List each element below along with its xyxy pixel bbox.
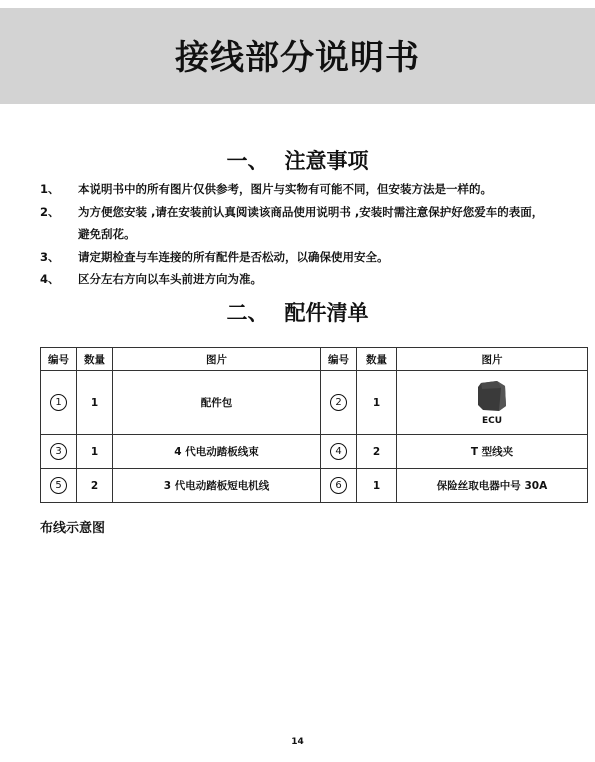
table-row: [41, 435, 588, 469]
page-number: 14: [291, 737, 304, 747]
qty-cell: 1: [77, 371, 113, 435]
qty-cell: 1: [357, 469, 397, 503]
section-heading-parts: [0, 300, 595, 326]
column-header-picture: 图片: [113, 348, 321, 371]
table-header-row: [41, 348, 588, 371]
id-cell: [41, 435, 77, 469]
item-cell: 保险丝取电器中号 30A: [397, 469, 588, 503]
id-cell: [321, 371, 357, 435]
item-number-badge: 4: [330, 443, 347, 460]
id-cell: [321, 435, 357, 469]
note-text: 区分左右方向以车头前进方向为准。: [78, 272, 262, 286]
item-cell: 配件包: [113, 371, 321, 435]
note-text: 为方便您安装 ,请在安装前认真阅读该商品使用说明书 ,安装时需注意保护好您爱车的表面，: [78, 204, 544, 219]
list-item: [40, 268, 560, 291]
section-title: 配件清单: [284, 301, 369, 325]
section-number: 一、: [226, 149, 269, 173]
note-index: 2、: [40, 204, 60, 219]
section-number: 二、: [226, 301, 269, 325]
note-index: 1、: [40, 182, 60, 196]
note-text: 请定期检查与车连接的所有配件是否松动，以确保使用安全。: [78, 249, 389, 264]
item-number-badge: 5: [50, 477, 67, 494]
qty-cell: 2: [357, 435, 397, 469]
note-text-continuation: 避免刮花。: [78, 227, 136, 241]
ecu-label: ECU: [481, 416, 503, 426]
column-header-qty: 数量: [77, 348, 113, 371]
qty-cell: 2: [77, 469, 113, 503]
column-header-id: 编号: [41, 348, 77, 371]
list-item: [40, 201, 560, 246]
qty-cell: 1: [77, 435, 113, 469]
item-number-badge: 3: [50, 443, 67, 460]
item-number-badge: 6: [330, 477, 347, 494]
wiring-diagram-label: 布线示意图: [40, 521, 106, 536]
item-cell: [397, 371, 588, 435]
table-row: [41, 371, 588, 435]
item-number-badge: 2: [330, 394, 347, 411]
parts-table: [40, 347, 588, 503]
id-cell: [321, 469, 357, 503]
list-item: [40, 178, 560, 201]
notes-list: [40, 178, 560, 291]
section-title: 注意事项: [284, 149, 369, 173]
note-text: 本说明书中的所有图片仅供参考，图片与实物有可能不同，但安装方法是一样的。: [78, 182, 492, 196]
id-cell: [41, 469, 77, 503]
column-header-qty: 数量: [357, 348, 397, 371]
item-cell: T 型线夹: [397, 435, 588, 469]
section-heading-notes: [0, 148, 595, 174]
note-index: 4、: [40, 272, 60, 286]
item-cell: 4 代电动踏板线束: [113, 435, 321, 469]
column-header-id: 编号: [321, 348, 357, 371]
id-cell: [41, 371, 77, 435]
table-row: [41, 469, 588, 503]
list-item: [40, 246, 560, 269]
document-title: 接线部分说明书: [175, 38, 420, 78]
item-number-badge: 1: [50, 394, 67, 411]
note-index: 3、: [40, 249, 60, 264]
column-header-picture: 图片: [397, 348, 588, 371]
item-cell: 3 代电动踏板短电机线: [113, 469, 321, 503]
ecu-module-icon: [475, 379, 509, 413]
qty-cell: 1: [357, 371, 397, 435]
